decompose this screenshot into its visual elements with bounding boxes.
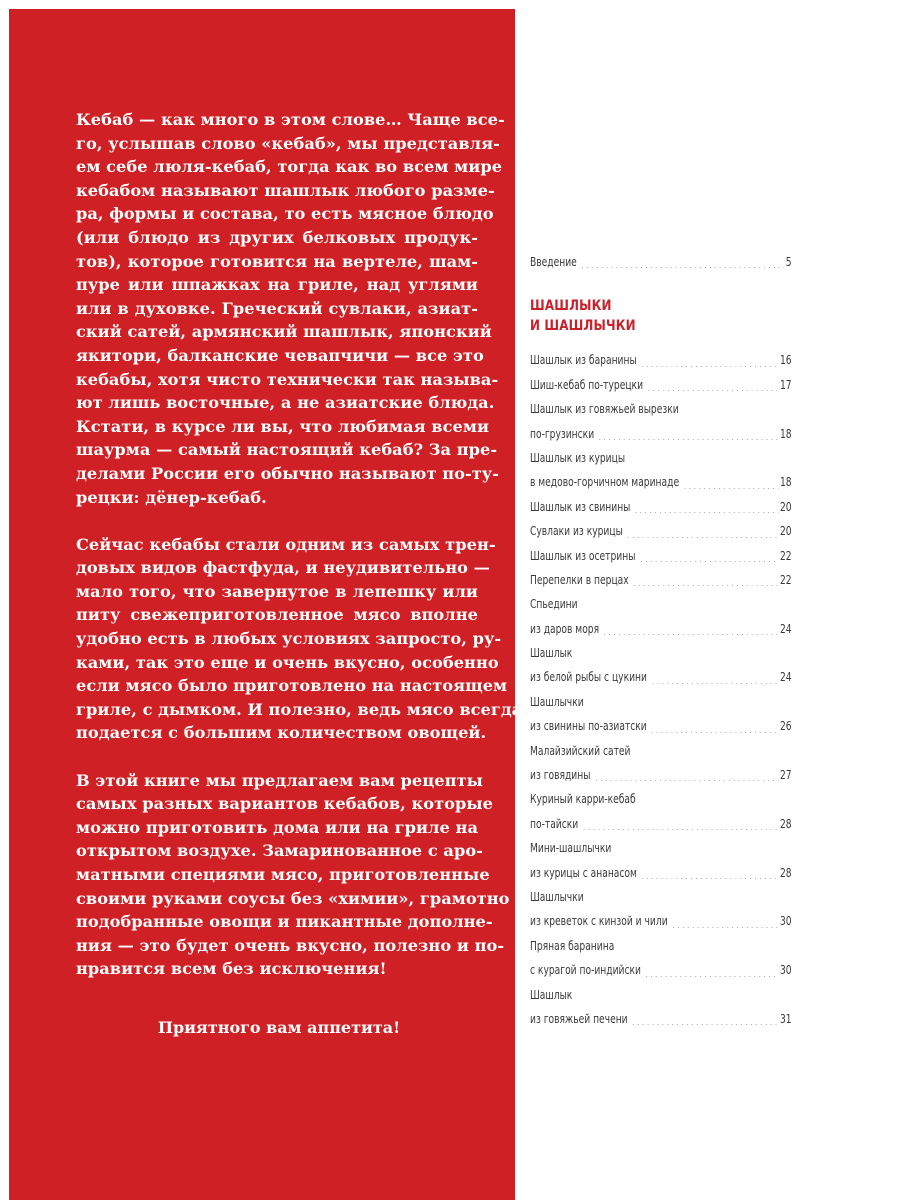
text-line: Сейчас кебабы стали одним из самых трен- (76, 534, 496, 554)
text-line: ский сатей, армянский шашлык, японский (76, 322, 492, 342)
toc-entry-title: по-грузински (530, 425, 595, 441)
toc-entry-page: 31 (779, 1010, 792, 1026)
toc-entry-title-line1: Спьедини (530, 596, 578, 612)
text-line: го, услышав слово «кебаб», мы представля- (76, 133, 500, 153)
table-of-contents (530, 250, 792, 1031)
closing-line: Приятного вам аппетита! (157, 1018, 401, 1037)
toc-entry-title: из говяжьей печени (530, 1010, 628, 1026)
toc-entry-row (530, 1007, 792, 1031)
toc-entry-intro[interactable] (530, 250, 792, 274)
toc-entry-title: Шашлык из осетрины (530, 547, 636, 563)
toc-entry[interactable] (530, 690, 792, 739)
leader-dots (640, 878, 778, 879)
toc-entry-page: 30 (779, 962, 792, 978)
toc-entry-row (530, 348, 792, 372)
toc-entry-row (530, 665, 792, 689)
intro-paragraph (76, 533, 523, 745)
text-line: подается с большим количеством овощей. (76, 723, 487, 743)
text-line: шаурма — самый настоящий кебаб? За пре- (76, 440, 498, 460)
toc-entry-page: 20 (779, 498, 792, 514)
leader-dots (639, 561, 779, 562)
toc-entry[interactable] (530, 348, 792, 372)
toc-entry-title: Шиш-кебаб по-турецки (530, 376, 644, 392)
text-line: мало того, что завернутое в лепешку или (76, 581, 478, 601)
text-line: удобно есть в любых условиях запросто, ру- (76, 629, 502, 649)
leader-dots (597, 439, 778, 440)
text-line: (или блюдо из других белковых продук- (76, 227, 478, 247)
toc-entry-page: 28 (779, 864, 792, 880)
toc-entry-page: 30 (779, 913, 792, 929)
toc-entry-title: с курагой по-индийски (530, 962, 641, 978)
text-line: матными специями мясо, приготовленные (76, 865, 490, 884)
toc-entry[interactable] (530, 885, 792, 934)
leader-dots (632, 585, 778, 586)
toc-entry[interactable] (530, 397, 792, 446)
toc-entry[interactable] (530, 592, 792, 641)
leader-dots (644, 976, 778, 977)
text-line: якитори, балканские чевапчичи — все это (76, 345, 484, 365)
text-line: В этой книге мы предлагаем вам рецепты (76, 770, 483, 790)
toc-entry-title: из белой рыбы с цукини (530, 669, 647, 685)
toc-entry-page: 22 (779, 547, 792, 563)
toc-entry[interactable] (530, 568, 792, 592)
toc-entry-page: 28 (779, 815, 792, 831)
toc-entry[interactable] (530, 495, 792, 519)
toc-entry-page: 18 (779, 474, 792, 490)
toc-entry-title: из креветок с кинзой и чили (530, 913, 668, 929)
leader-dots (580, 267, 784, 268)
intro-paragraph (76, 108, 505, 509)
toc-entry-page: 16 (779, 352, 792, 368)
leader-dots (582, 829, 779, 830)
leader-dots (671, 927, 778, 928)
leader-dots (650, 732, 778, 733)
leader-dots (631, 1024, 778, 1025)
toc-entry-row (530, 470, 792, 494)
toc-entry-title: Шашлык из свинины (530, 498, 631, 514)
leader-dots (602, 634, 778, 635)
toc-entry-page: 17 (779, 376, 792, 392)
text-line: ками, так это еще и очень вкусно, особенно (76, 652, 499, 672)
toc-entry-row (530, 519, 792, 543)
text-line: кебабом называют шашлык любого разме- (76, 180, 495, 200)
text-line: если мясо было приготовлено на настоящем (76, 676, 508, 696)
toc-entry-title-line1: Мини-шашлычки (530, 840, 612, 856)
toc-entry-title: Шашлык из баранины (530, 352, 637, 368)
toc-entry-page: 22 (779, 571, 792, 587)
leader-dots (650, 683, 778, 684)
toc-entry-page: 24 (779, 620, 792, 636)
text-line: питу свежеприготовленное мясо вполне (76, 605, 478, 625)
text-line: самых разных вариантов кебабов, которые (76, 794, 494, 814)
toc-entry-row (530, 617, 792, 641)
text-line: открытом воздухе. Замаринованное с аро- (76, 841, 483, 861)
toc-entry-row (530, 714, 792, 738)
text-line: можно приготовить дома или на гриле на (76, 817, 478, 837)
toc-entry-row (530, 422, 792, 446)
toc-entry-title: в медово-горчичном маринаде (530, 474, 680, 490)
text-line: ра, формы и состава, то есть мясное блюдо (76, 204, 494, 224)
text-line: подобранные овощи и пикантные дополне- (76, 912, 493, 932)
toc-entry-row (530, 544, 792, 568)
toc-entry-title: по-тайски (530, 815, 579, 831)
leader-dots (646, 390, 778, 391)
text-line: Кебаб — как много в этом слове… Чаще все- (76, 110, 505, 129)
toc-entry-title: Введение (530, 253, 577, 269)
leader-dots (634, 512, 779, 513)
text-line: тов), которое готовится на вертеле, шам- (76, 251, 478, 271)
toc-entry-row (530, 909, 792, 933)
toc-entry-title: из свинины по-азиатски (530, 718, 647, 734)
leader-dots (626, 537, 778, 538)
toc-entry-title-line1: Шашлычки (530, 888, 584, 904)
toc-entry[interactable] (530, 641, 792, 690)
toc-entry-title-line1: Шашлычки (530, 693, 584, 709)
section-heading (530, 296, 792, 336)
text-line: рецки: дёнер-кебаб. (76, 487, 267, 507)
text-line: пуре или шпажках на гриле, над углями (76, 275, 478, 295)
toc-entry[interactable] (530, 373, 792, 397)
toc-entry-title: Перепелки в перцах (530, 571, 629, 587)
leader-dots (594, 780, 779, 781)
toc-entry-page: 18 (779, 425, 792, 441)
toc-entry-page: 20 (779, 523, 792, 539)
toc-entry-row (530, 373, 792, 397)
toc-entry-row (530, 861, 792, 885)
toc-entry-page: 27 (779, 767, 792, 783)
toc-entry[interactable] (530, 519, 792, 543)
toc-entry-title: из говядины (530, 767, 591, 783)
text-line: или в духовке. Греческий сувлаки, азиат- (76, 298, 478, 318)
toc-entry-title-line1: Малайзийский сатей (530, 742, 631, 758)
text-line: своими руками соусы без «химии», грамотно (76, 888, 510, 908)
text-line: делами России его обычно называют по-ту- (76, 463, 499, 483)
toc-entry-row (530, 812, 792, 836)
section-heading-line2: И ШАШЛЫЧКИ (530, 318, 636, 335)
text-line: ют лишь восточные, а не азиатские блюда. (76, 393, 495, 413)
intro-text (76, 108, 523, 1005)
toc-entry-row (530, 495, 792, 519)
toc-entry-page: 24 (779, 669, 792, 685)
text-line: гриле, с дымком. И полезно, ведь мясо всегда (76, 699, 523, 719)
text-line: ния — это будет очень вкусно, полезно и по- (76, 935, 505, 955)
toc-entry-row (530, 568, 792, 592)
toc-entry-row (530, 958, 792, 982)
leader-dots (640, 366, 778, 367)
toc-entry[interactable] (530, 983, 792, 1032)
toc-entry-title-line1: Пряная баранина (530, 937, 615, 953)
toc-entry-title: из даров моря (530, 620, 600, 636)
toc-entry[interactable] (530, 836, 792, 885)
leader-dots (682, 488, 778, 489)
toc-entry[interactable] (530, 934, 792, 983)
section-heading-line1: ШАШЛЫКИ (530, 298, 612, 315)
toc-entry-list (530, 348, 792, 1031)
toc-entry-title-line1: Шашлык из говяжьей вырезки (530, 401, 679, 417)
toc-entry-page: 26 (779, 718, 792, 734)
toc-entry[interactable] (530, 787, 792, 836)
toc-entry-title: из курицы с ананасом (530, 864, 637, 880)
text-line: кебабы, хотя чисто технически так называ- (76, 369, 499, 389)
toc-entry-title-line1: Шашлык из курицы (530, 449, 626, 465)
toc-entry-title-line1: Шашлык (530, 986, 573, 1002)
text-line: нравится всем без исключения! (76, 959, 387, 979)
toc-entry-title: Сувлаки из курицы (530, 523, 623, 539)
text-line: довых видов фастфуда, и неудивительно — (76, 558, 490, 578)
toc-entry[interactable] (530, 739, 792, 788)
toc-entry-title-line1: Куриный карри-кебаб (530, 791, 636, 807)
toc-entry[interactable] (530, 544, 792, 568)
toc-entry-title-line1: Шашлык (530, 645, 573, 661)
text-line: ем себе люля-кебаб, тогда как во всем мире (76, 157, 503, 177)
toc-entry-row (530, 763, 792, 787)
intro-paragraph (76, 769, 510, 981)
toc-entry[interactable] (530, 446, 792, 495)
text-line: Кстати, в курсе ли вы, что любимая всеми (76, 416, 489, 436)
toc-entry-page: 5 (785, 253, 792, 269)
